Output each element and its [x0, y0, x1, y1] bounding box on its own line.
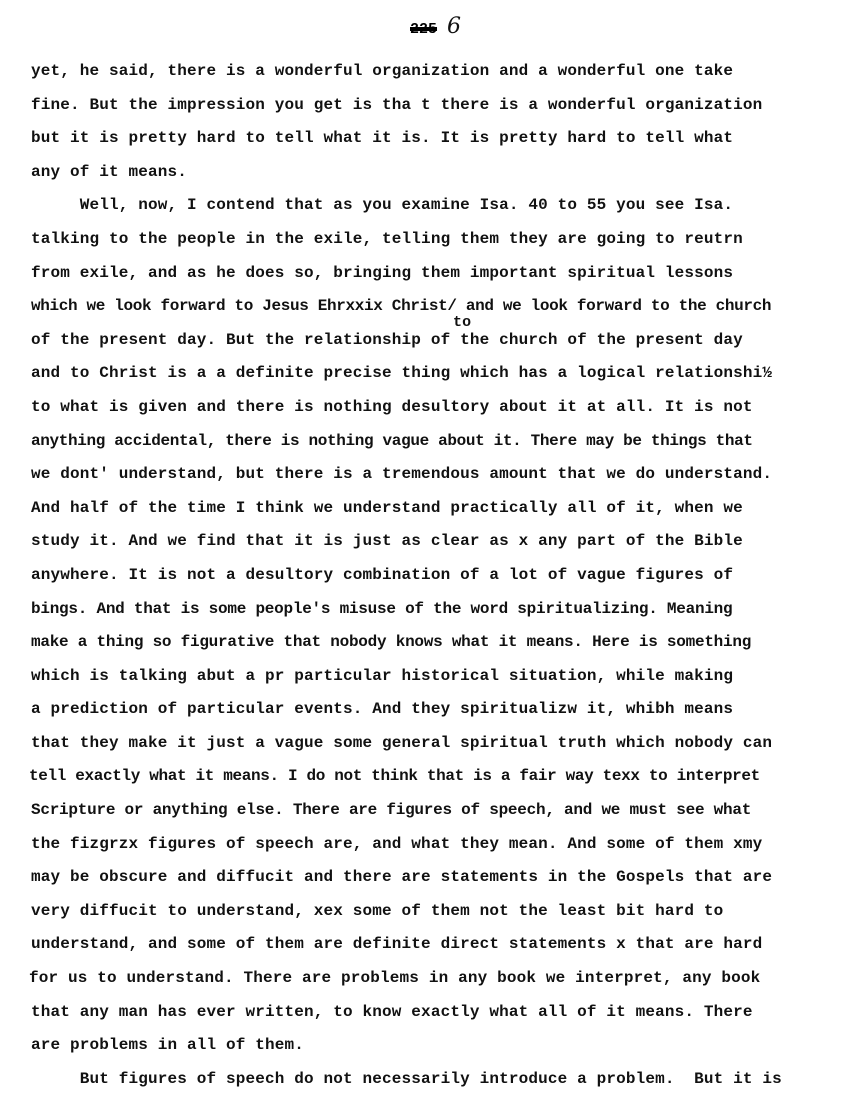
text-line: for us to understand. There are problems in any book we interpret, any book	[29, 969, 761, 988]
interlinear-insertion: to	[453, 313, 472, 331]
text-line: bings. And that is some people's misuse of the word spiritualizing. Meaning	[31, 599, 733, 618]
text-line: but it is pretty hard to tell what it is. It is pretty hard to tell what	[31, 129, 734, 148]
text-line: that any man has ever written, to know exactly what all of it means. There	[31, 1002, 753, 1021]
text-line: tell exactly what it means. I do not think that is a fair way texx to interpret	[29, 767, 760, 786]
text-line-content: of the present day. But the relationship of the church of the present day	[31, 330, 743, 349]
text-line: which we look forward to Jesus Ehrxxix Christ/ and we look forward to the church	[31, 297, 772, 316]
body-text	[0, 55, 856, 1096]
text-line: fine. But the impression you get is tha t there is a wonderful organization	[31, 95, 763, 114]
text-line: talking to the people in the exile, telling them they are going to reutrn	[31, 229, 743, 248]
text-line: which is talking abut a pr particular historical situation, while making	[31, 666, 734, 685]
text-line: are problems in all of them.	[31, 1036, 305, 1055]
text-line: we dont' understand, but there is a tremendous amount that we do understand.	[31, 465, 773, 484]
text-line: anything accidental, there is nothing vague about it. There may be things that	[31, 431, 753, 450]
text-line: very diffucit to understand, xex some of them not the least bit hard to	[31, 901, 724, 920]
text-line: understand, and some of them are definite direct statements x that are hard	[31, 935, 763, 954]
text-line: study it. And we find that it is just as clear as x any part of the Bible	[31, 532, 743, 551]
text-line: And half of the time I think we understand practically all of it, when we	[31, 498, 743, 517]
text-line: a prediction of particular events. And they spiritualizw it, whibh means	[31, 700, 734, 719]
text-line: may be obscure and diffucit and there are statements in the Gospels that are	[31, 868, 773, 887]
text-line: to what is given and there is nothing desultory about it at all. It is not	[31, 397, 753, 416]
text-line: Scripture or anything else. There are figures of speech, and we must see what	[31, 801, 752, 820]
text-line: But figures of speech do not necessarily introduce a problem. But it is	[31, 1069, 782, 1088]
text-line: make a thing so figurative that nobody knows what it means. Here is something	[31, 633, 752, 652]
page-number-value: 6	[447, 14, 462, 39]
text-line: from exile, and as he does so, bringing them important spiritual lessons	[31, 263, 734, 282]
text-line: any of it means.	[31, 162, 188, 181]
text-line	[0, 313, 856, 358]
text-line: and to Christ is a a definite precise thing which has a logical relationshi½	[31, 364, 773, 383]
text-line: the fizgrzx figures of speech are, and what they mean. And some of them xmy	[31, 834, 763, 853]
text-line: anywhere. It is not a desultory combination of a lot of vague figures of	[31, 565, 734, 584]
text-line: yet, he said, there is a wonderful organization and a wonderful one take	[31, 62, 734, 80]
struck-page-number: 225	[410, 21, 438, 38]
text-line: that they make it just a vague some general spiritual truth which nobody can	[31, 733, 773, 752]
text-line: Well, now, I contend that as you examine Isa. 40 to 55 you see Isa.	[31, 196, 734, 215]
page-number	[410, 14, 461, 39]
